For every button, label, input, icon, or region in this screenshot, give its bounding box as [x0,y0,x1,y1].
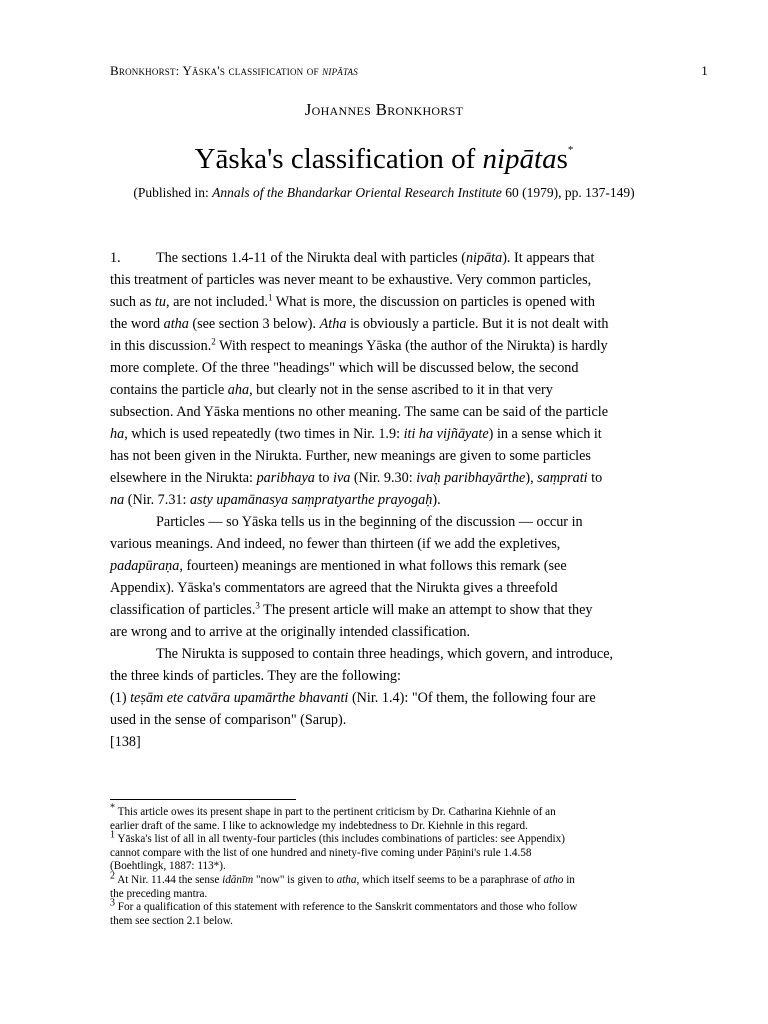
text-line: (1) teṣām ete catvāra upamārthe bhavanti (Nir. 1.4): "Of them, the following four are [110,690,596,706]
text-line: more complete. Of the three "headings" which will be discussed below, the second [110,360,579,376]
footnote-2: 2 At Nir. 11.44 the sense idānīm "now" is given to atha, which itself seems to be a paraphrase of atho in the preceding mantra. [110,870,575,900]
text-line: used in the sense of comparison" (Sarup). [110,712,347,728]
text-line: ha, which is used repeatedly (two times in Nir. 1.9: iti ha vijñāyate) in a sense which it [110,426,602,442]
section-number: 1. [110,250,121,266]
text-line: The Nirukta is supposed to contain three headings, which govern, and introduce, [156,646,614,662]
paragraph-3 [110,643,640,753]
text-line: are wrong and to arrive at the originally intended classification. [110,624,471,640]
text-line: subsection. And Yāska mentions no other meaning. The same can be said of the particle [110,404,609,420]
article-title: Yāska's classification of nipātas* [194,143,574,175]
paragraph-1 [110,247,640,511]
text-line: na (Nir. 7.31: asty upamānasya saṃpratyarthe prayogaḥ). [110,492,441,508]
running-head-title: Bronkhorst: Yāska's classification of nipātas [110,63,358,78]
title-footnote-marker: * [567,144,574,157]
text-line: padapūraṇa, fourteen) meanings are mentioned in what follows this remark (see [110,558,567,574]
text-line: the word atha (see section 3 below). Atha is obviously a particle. But it is not dealt with [110,316,609,332]
text-line: the three kinds of particles. They are the following: [110,668,401,684]
body-text [110,247,640,753]
text-line: in this discussion.$^2$ With respect to meanings Yāska (the author of the Nirukta) is hardly [110,336,608,354]
text-line: has not been given in the Nirukta. Further, new meanings are given to some particles [110,448,591,464]
footnote-star: * This article owes its present shape in part to the pertinent criticism by Dr. Catharina Kiehnle of an earlier draft of the same. I like to acknowledge my indebtedness to Dr. Kiehnle in this regard. [110,802,556,832]
footnote-ref[interactable]: 3 [255,600,260,611]
text-line: Appendix). Yāska's commentators are agreed that the Nirukta gives a threefold [110,580,558,596]
paragraph-2 [110,511,640,643]
footnote-ref[interactable]: 2 [211,336,216,347]
text-line: various meanings. And indeed, no fewer than thirteen (if we add the expletives, [110,536,561,552]
author-name: Johannes Bronkhorst [304,100,464,119]
text-line: such as tu, are not included.$^1$ What is more, the discussion on particles is opened with [110,292,595,310]
footnote-mark: * [110,802,115,814]
footnote-ref[interactable]: 1 [268,292,273,303]
text-line: 1. The sections 1.4-11 of the Nirukta deal with particles (nipāta). It appears that [110,247,640,269]
text-line: this treatment of particles was never meant to be exhaustive. Very common particles, [110,272,592,288]
original-page-marker: [138] [110,734,141,750]
footnotes [110,802,640,928]
text-line: elsewhere in the Nirukta: paribhaya to iva (Nir. 9.30: ivaḥ paribhayārthe), saṃprati to [110,470,603,486]
footnote-3: 3 For a qualification of this statement with reference to the Sanskrit commentators and those who follow them see section 2.1 below. [110,897,578,927]
footnote-mark: 2 [110,870,115,882]
text-line: classification of particles.$^3$ The present article will make an attempt to show that they [110,600,593,618]
footnote-mark: 3 [110,897,115,909]
publication-info: (Published in: Annals of the Bhandarkar Oriental Research Institute 60 (1979), pp. 137-149) [133,185,635,200]
text-line: contains the particle aha, but clearly not in the sense ascribed to it in that very [110,382,553,398]
running-head [110,63,708,79]
footnote-1: 1 Yāska's list of all in all twenty-four particles (this includes combinations of particles: see Appendix) cannot compare with the list of one hundred and ninety-five coming under Pāṇini's rule 1.4.58 (Boehtlingk, 1887: 113*). [110,829,565,873]
text-line: Particles — so Yāska tells us in the beginning of the discussion — occur in [156,514,583,530]
footnote-separator [110,799,296,800]
footnote-mark: 1 [110,829,115,841]
page-number: 1 [701,63,708,78]
